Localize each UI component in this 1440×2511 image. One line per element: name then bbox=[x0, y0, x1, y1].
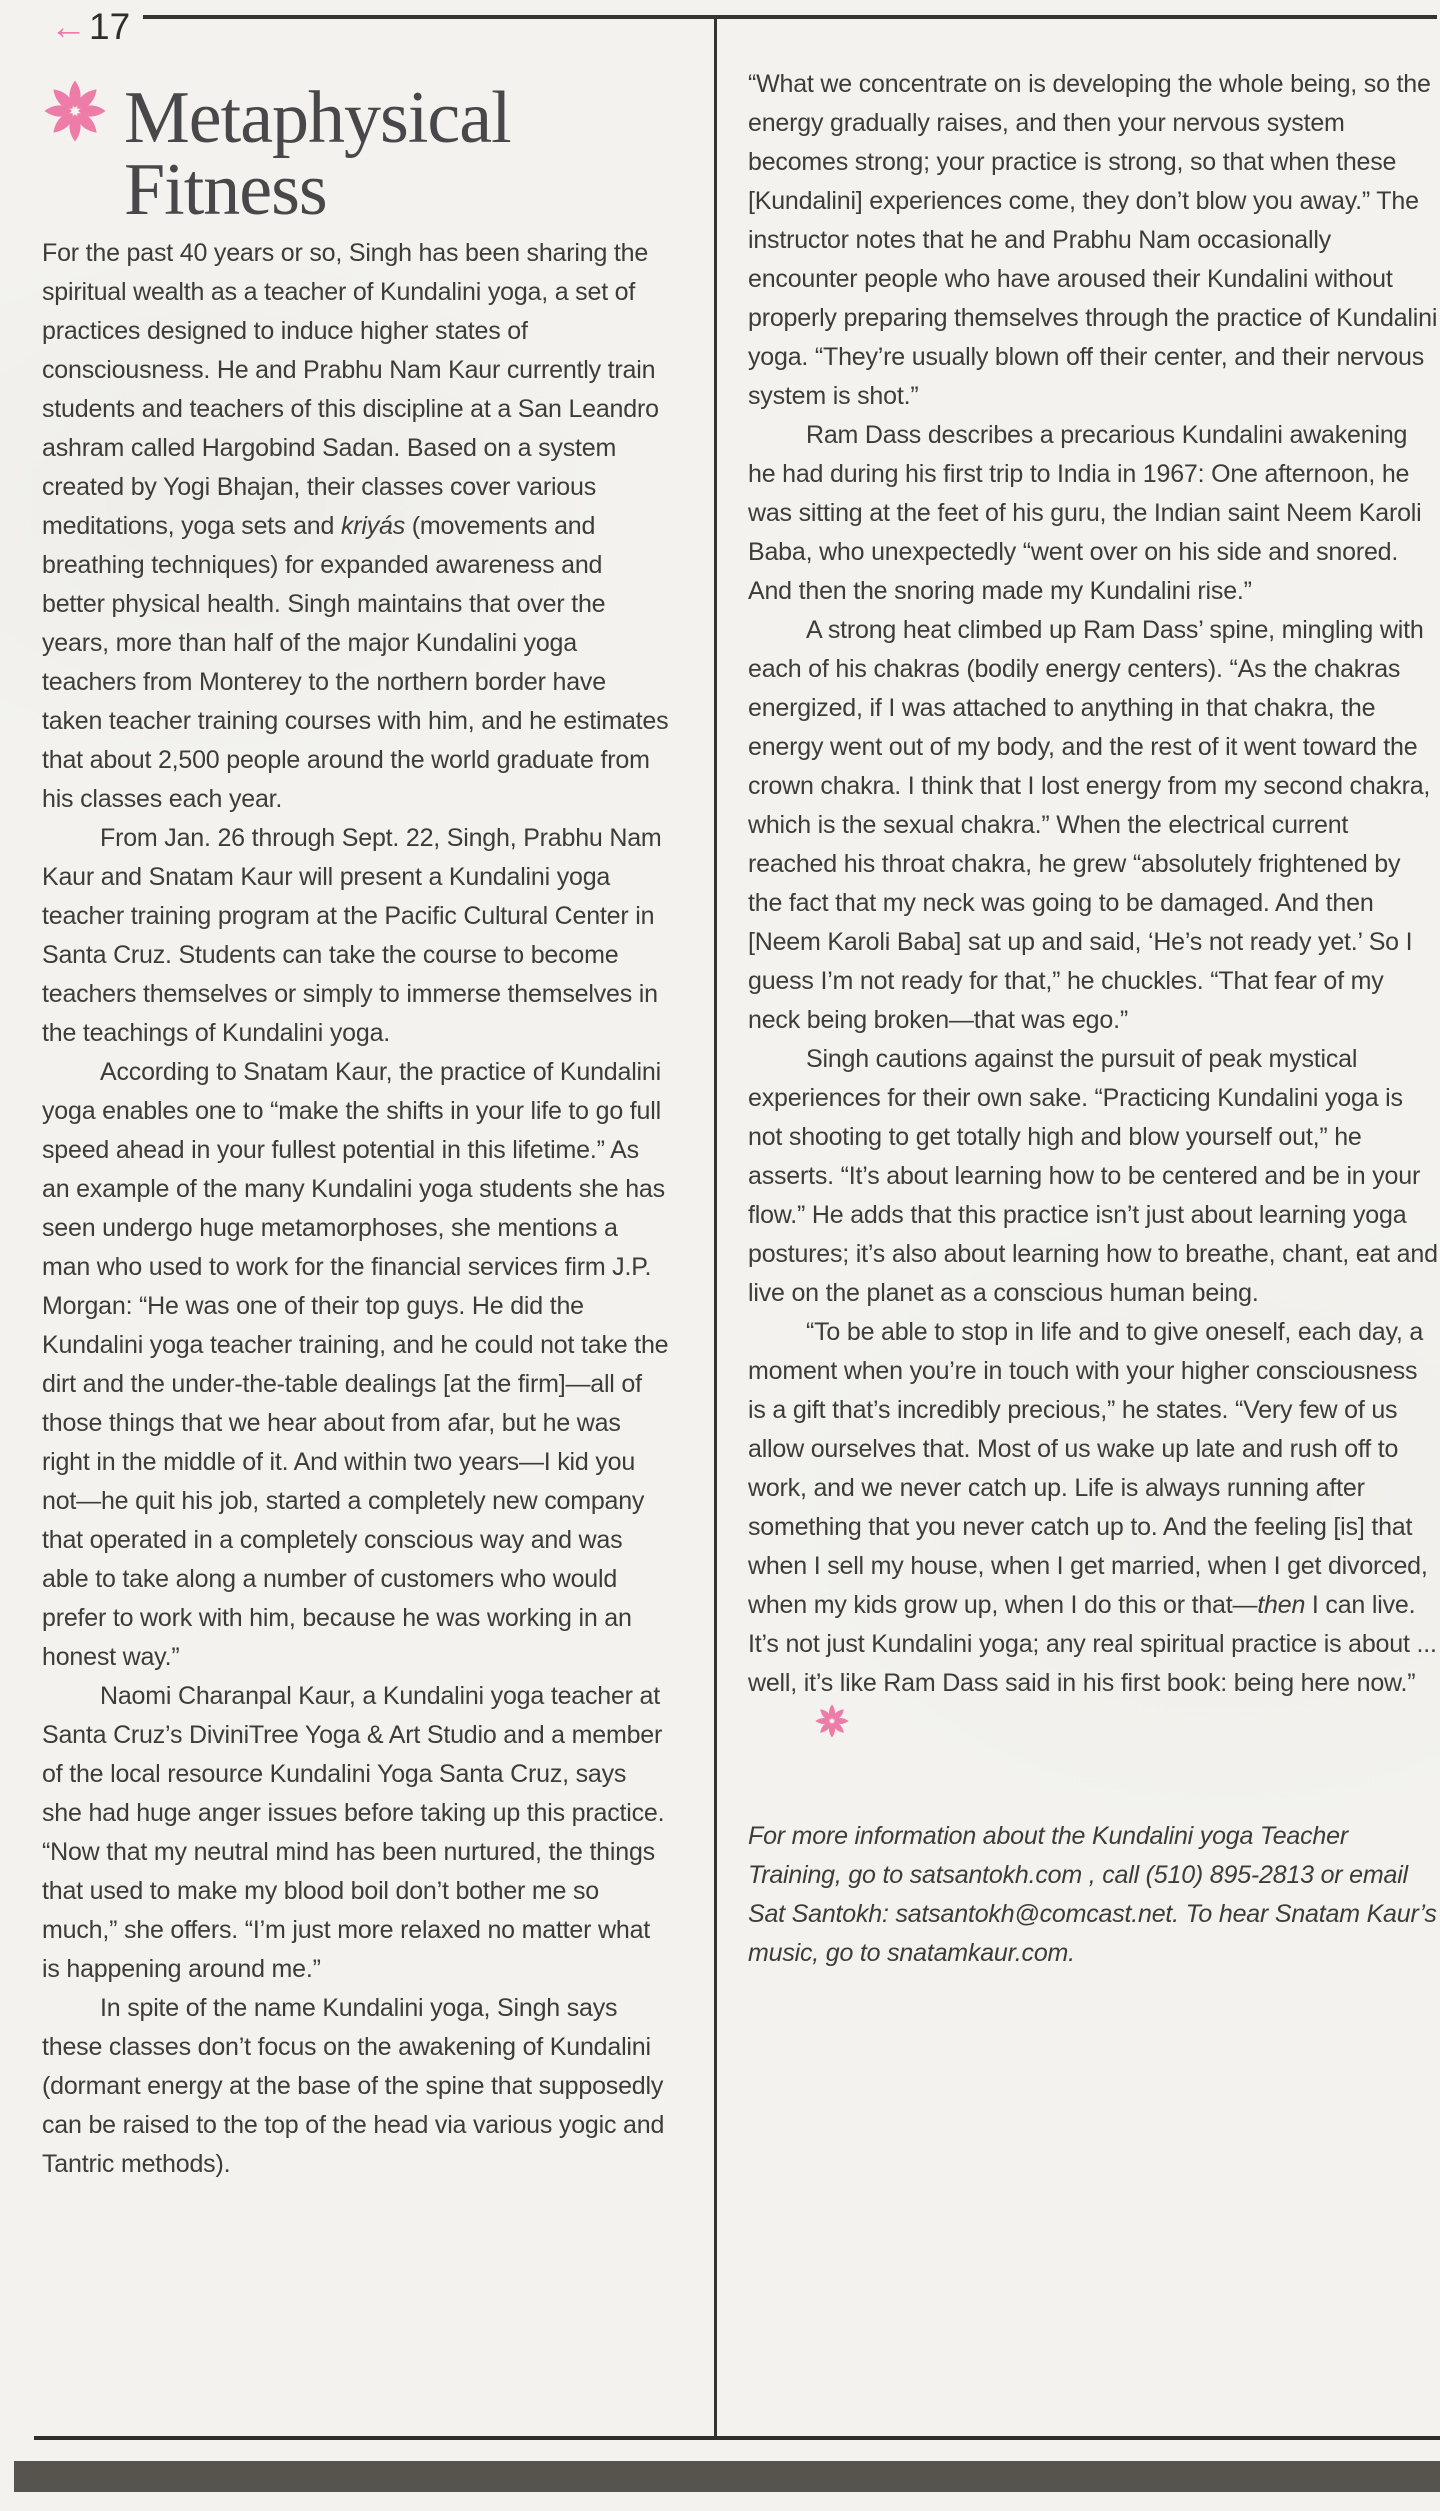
body-paragraph: In spite of the name Kundalini yoga, Singh says these classes don’t focus on the awakening of Kundalini (dormant energy at the base of the spine that supposedly can be raised to the top of the head via various yogic and Tantric methods). bbox=[42, 1994, 665, 2178]
left-column-body bbox=[42, 234, 670, 2184]
left-column bbox=[42, 64, 670, 2184]
column-divider bbox=[714, 17, 717, 2437]
body-paragraph bbox=[42, 234, 670, 819]
article-title bbox=[124, 64, 511, 231]
body-paragraph: Naomi Charanpal Kaur, a Kundalini yoga teacher at Santa Cruz’s DiviniTree Yoga & Art Studio and a member of the local resource Kundalini Yoga Santa Cruz, says she had huge anger issues before taking up this practice. “Now that my neutral mind has been nurtured, the things that used to make my blood boil don’t bother me so much,” she offers. “I’m just more relaxed no matter what is happening around me.” bbox=[42, 1682, 665, 1983]
italic-term: kriyás bbox=[340, 512, 406, 540]
flower-icon bbox=[42, 78, 108, 149]
body-paragraph: “What we concentrate on is developing the whole being, so the energy gradually raises, and then your nervous system becomes strong; your practice is strong, so that when these [Kundalini] experiences come, they don’t blow you away.” The instructor notes that he and Prabhu Nam occasionally encounter people who have aroused their Kundalini without properly preparing themselves through the practice of Kundalini yoga. “They’re usually blown off their center, and their nervous system is shot.” bbox=[748, 70, 1438, 410]
paragraph-text: I can live. It’s not just Kundalini yoga; any real spiritual practice is about ... well, it’s like Ram Dass said in his first book: being here now.” bbox=[748, 1591, 1437, 1697]
bottom-bar bbox=[14, 2461, 1440, 2492]
paragraph-text: (movements and breathing techniques) for expanded awareness and better physical health. Singh maintains that over the years, more than half of the major Kundalini yoga teachers from Monterey to the northern border have taken teacher training courses with him, and he estimates that about 2,500 people around the world graduate from his classes each year. bbox=[42, 512, 669, 813]
right-column bbox=[748, 65, 1438, 1973]
body-paragraph: Ram Dass describes a precarious Kundalini awakening he had during his first trip to India in 1967: One afternoon, he was sitting at the feet of his guru, the Indian saint Neem Karoli Baba, who unexpectedly “went over on his side and snored. And then the snoring made my Kundalini rise.” bbox=[748, 421, 1422, 605]
footer-note: For more information about the Kundalini yoga Teacher Training, go to satsantokh.com , call (510) 895-2813 or email Sat Santokh: satsantokh@comcast.net. To hear Snatam Kaur’s music, go to snatamkaur.com. bbox=[748, 1822, 1437, 1967]
end-of-article-flower-icon bbox=[756, 1703, 850, 1751]
italic-term: then bbox=[1257, 1591, 1306, 1619]
paragraph-text: For the past 40 years or so, Singh has been sharing the spiritual wealth as a teacher of Kundalini yoga, a set of practices designed to induce higher states of consciousness. He and Prabhu Nam Kaur currently train students and teachers of this discipline at a San Leandro ashram called Hargobind Sadan. Based on a system created by Yogi Bhajan, their classes cover various meditations, yoga sets and bbox=[42, 239, 659, 540]
bottom-rule bbox=[34, 2436, 1440, 2440]
page-number-marker bbox=[50, 6, 130, 48]
body-paragraph: From Jan. 26 through Sept. 22, Singh, Prabhu Nam Kaur and Snatam Kaur will present a Kundalini yoga teacher training program at the Pacific Cultural Center in Santa Cruz. Students can take the course to become teachers themselves or simply to immerse themselves in the teachings of Kundalini yoga. bbox=[42, 824, 662, 1047]
page-number: 17 bbox=[89, 6, 131, 47]
body-paragraph: A strong heat climbed up Ram Dass’ spine, mingling with each of his chakras (bodily energy centers). “As the chakras energized, if I was attached to anything in that chakra, the energy went out of my body, and the rest of it went toward the crown chakra. I think that I lost energy from my second chakra, which is the sexual chakra.” When the electrical current reached his throat chakra, he grew “absolutely frightened by the fact that my neck was going to be damaged. And then [Neem Karoli Baba] sat up and said, ‘He’s not ready yet.’ So I guess I’m not ready for that,” he chuckles. “That fear of my neck being broken—that was ego.” bbox=[748, 616, 1431, 1034]
top-rule bbox=[143, 15, 1437, 19]
paragraph-text: “To be able to stop in life and to give oneself, each day, a moment when you’re in touch with your higher consciousness is a gift that’s incredibly precious,” he states. “Very few of us allow ourselves that. Most of us wake up late and rush off to work, and we never catch up. Life is always running after something that you never catch up to. And the feeling [is] that when I sell my house, when I get married, when I get divorced, when my kids grow up, when I do this or that— bbox=[748, 1318, 1428, 1619]
body-paragraph: Singh cautions against the pursuit of peak mystical experiences for their own sake. “Practicing Kundalini yoga is not shooting to get totally high and blow yourself out,” he asserts. “It’s about learning how to be centered and be in your flow.” He adds that this practice isn’t just about learning yoga postures; it’s also about learning how to breathe, chant, eat and live on the planet as a conscious human being. bbox=[748, 1045, 1438, 1307]
article-title-line2: Fitness bbox=[124, 149, 327, 231]
body-paragraph bbox=[748, 1313, 1438, 1751]
body-paragraph: According to Snatam Kaur, the practice of Kundalini yoga enables one to “make the shifts in your life to go full speed ahead in your fullest potential in this lifetime.” As an example of the many Kundalini yoga students she has seen undergo huge metamorphoses, she mentions a man who used to work for the financial services firm J.P. Morgan: “He was one of their top guys. He did the Kundalini yoga teacher training, and he could not take the dirt and the under-the-table dealings [at the firm]—all of those things that we hear about from afar, but he was right in the middle of it. And within two years—I kid you not—he quit his job, started a completely new company that operated in a completely conscious way and was able to take along a number of customers who would prefer to work with him, because he was working in an honest way.” bbox=[42, 1058, 669, 1671]
masthead bbox=[42, 64, 670, 231]
article-title-line1: Metaphysical bbox=[124, 77, 511, 159]
back-arrow-icon: ← bbox=[50, 6, 87, 47]
